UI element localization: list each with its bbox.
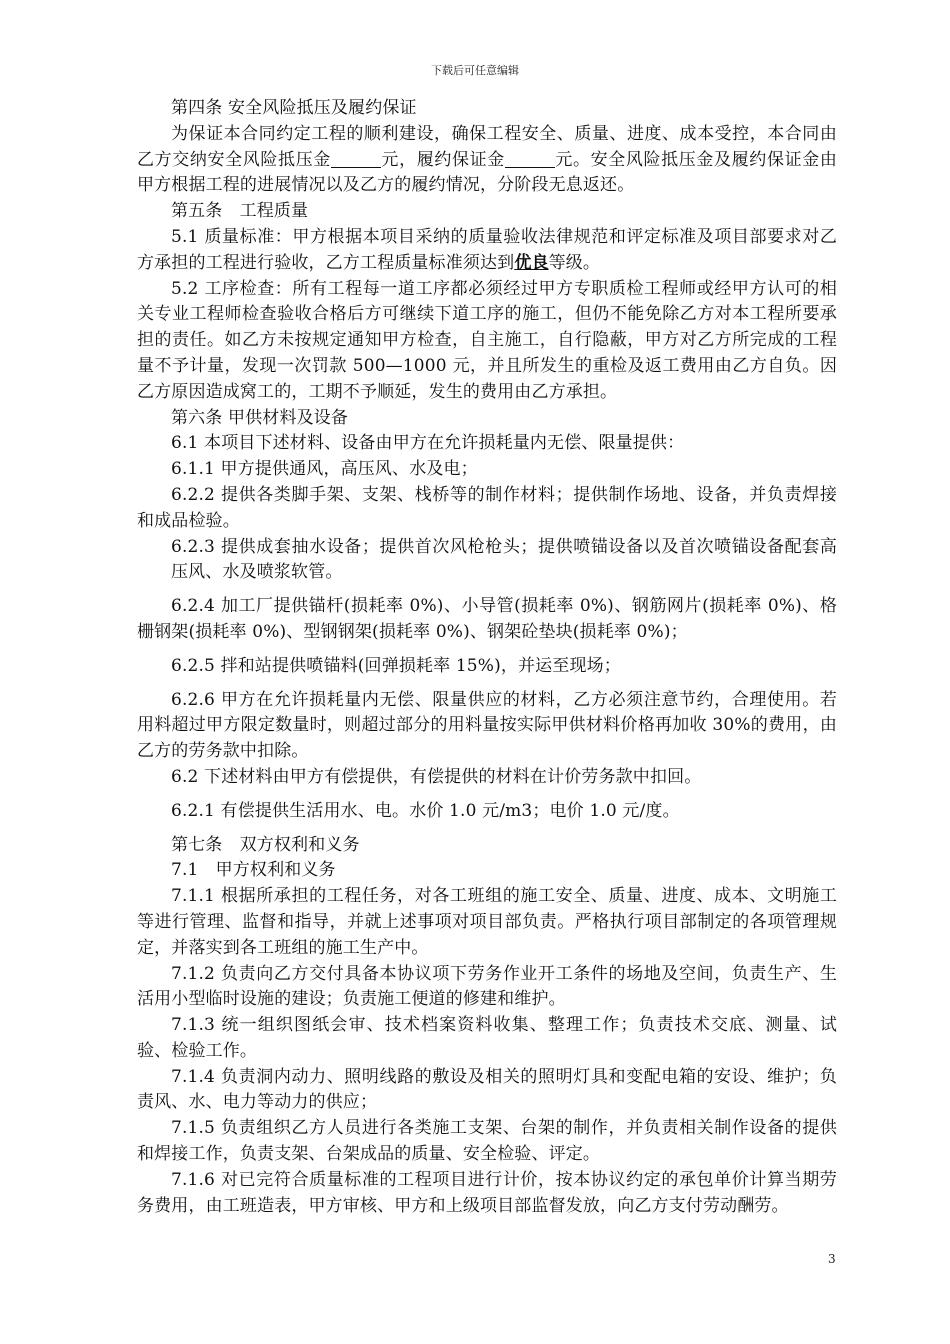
clause-7-1-6: 7.1.6 对已完符合质量标准的工程项目进行计价，按本协议约定的承包单价计算当期劳务费用，由工班造表，甲方审核、甲方和上级项目部监督发放，向乙方支付劳动酬劳。 bbox=[137, 1169, 837, 1216]
page-number: 3 bbox=[828, 1252, 836, 1266]
clause-7-1-2: 7.1.2 负责向乙方交付具备本协议项下劳务作业开工条件的场地及空间，负责生产、生活用小型临时设施的建设；负责施工便道的修建和维护。 bbox=[137, 963, 837, 1010]
text-run: 为保证本合同约定工程的顺利建设，确保工程安全、质量、进度、成本受控，本合同由乙方交纳安全风险抵压金 bbox=[137, 123, 837, 170]
clause-6-2-5: 6.2.5 拌和站提供喷锚料(回弹损耗率 15%)，并运至现场； bbox=[171, 655, 621, 676]
clause-6-2-2: 6.2.2 提供各类脚手架、支架、栈桥等的制作材料；提供制作场地、设备，并负责焊接和成品检验。 bbox=[137, 484, 837, 531]
clause-6-2-3: 6.2.3 提供成套抽水设备；提供首次风枪枪头；提供喷锚设备以及首次喷锚设备配套高压风、水及喷浆软管。 bbox=[171, 536, 837, 583]
bond-blank bbox=[505, 151, 555, 168]
clause-6-1: 6.1 本项目下述材料、设备由甲方在允许损耗量内无偿、限量提供： bbox=[171, 433, 685, 454]
article-6-heading: 第六条 甲供材料及设备 bbox=[171, 407, 349, 428]
article-4-heading: 第四条 安全风险抵压及履约保证 bbox=[171, 98, 417, 118]
text-run: 元。安全风险抵压金及履约保证金由甲方根据工程的进展情况以及乙方的履约情况，分阶段无息返还。 bbox=[137, 149, 837, 196]
text-run: 5.1 质量标准：甲方根据本项目采纳的质量验收法律规范和评定标准及项目部要求对乙方承担的工程进行验收，乙方工程质量标准须达到 bbox=[137, 226, 837, 273]
clause-6-2: 6.2 下述材料由甲方有偿提供，有偿提供的材料在计价劳务款中扣回。 bbox=[171, 766, 702, 787]
clause-7-1-4: 7.1.4 负责洞内动力、照明线路的敷设及相关的照明灯具和变配电箱的安设、维护；负责风、水、电力等动力的供应； bbox=[137, 1066, 837, 1113]
clause-5-1 bbox=[137, 225, 837, 277]
clause-6-2-1: 6.2.1 有偿提供生活用水、电。水价 1.0 元/m3；电价 1.0 元/度。 bbox=[171, 800, 680, 821]
text-run: 等级。 bbox=[548, 252, 601, 273]
clause-6-2-6: 6.2.6 甲方在允许损耗量内无偿、限量供应的材料，乙方必须注意节约，合理使用。若用料超过甲方限定数量时，则超过部分的用料量按实际甲供材料价格再加收 30%的费用，由乙方的劳务款中扣除。 bbox=[137, 689, 837, 762]
clause-7-1-1: 7.1.1 根据所承担的工程任务，对各工班组的施工安全、质量、进度、成本、文明施工等进行管理、监督和指导，并就上述事项对项目部负责。严格执行项目部制定的各项管理规定，并落实到各工班组的施工生产中。 bbox=[137, 886, 837, 958]
clause-7-1-3: 7.1.3 统一组织图纸会审、技术档案资料收集、整理工作；负责技术交底、测量、试验、检验工作。 bbox=[137, 1015, 837, 1061]
clause-6-2-4: 6.2.4 加工厂提供锚杆(损耗率 0%)、小导管(损耗率 0%)、钢筋网片(损耗率 0%)、格栅钢架(损耗率 0%)、型钢钢架(损耗率 0%)、钢架砼垫块(损耗率 0%)； bbox=[137, 596, 837, 642]
article-4-text bbox=[137, 122, 837, 199]
deposit-blank bbox=[331, 151, 381, 168]
text-run: 元，履约保证金 bbox=[380, 149, 505, 170]
article-5-heading: 第五条 工程质量 bbox=[171, 201, 309, 222]
article-7-heading: 第七条 双方权利和义务 bbox=[171, 834, 360, 855]
quality-grade: 优良 bbox=[514, 252, 549, 273]
clause-5-2: 5.2 工序检查：所有工程每一道工序都必须经过甲方专职质检工程师或经甲方认可的相关专业工程师检查验收合格后方可继续下道工序的施工，但仍不能免除乙方对本工程所要承担的责任。如乙方未按规定通知甲方检查，自主施工，自行隐蔽，甲方对乙方所完成的工程量不予计量，发现一次罚款 500—1000 元，并且所发生的重检及返工费用由乙方自负。因乙方原因造成窝工的，工期不予顺延，发生的费用由乙方承担。 bbox=[137, 278, 837, 402]
clause-6-1-1: 6.1.1 甲方提供通风，高压风、水及电； bbox=[171, 459, 478, 480]
clause-7-1-5: 7.1.5 负责组织乙方人员进行各类施工支架、台架的制作，并负责相关制作设备的提供和焊接工作，负责支架、台架成品的质量、安全检验、评定。 bbox=[137, 1118, 837, 1165]
clause-7-1: 7.1 甲方权利和义务 bbox=[171, 860, 336, 881]
page-header: 下载后可任意编辑 bbox=[431, 64, 519, 77]
document-body bbox=[137, 96, 837, 1219]
